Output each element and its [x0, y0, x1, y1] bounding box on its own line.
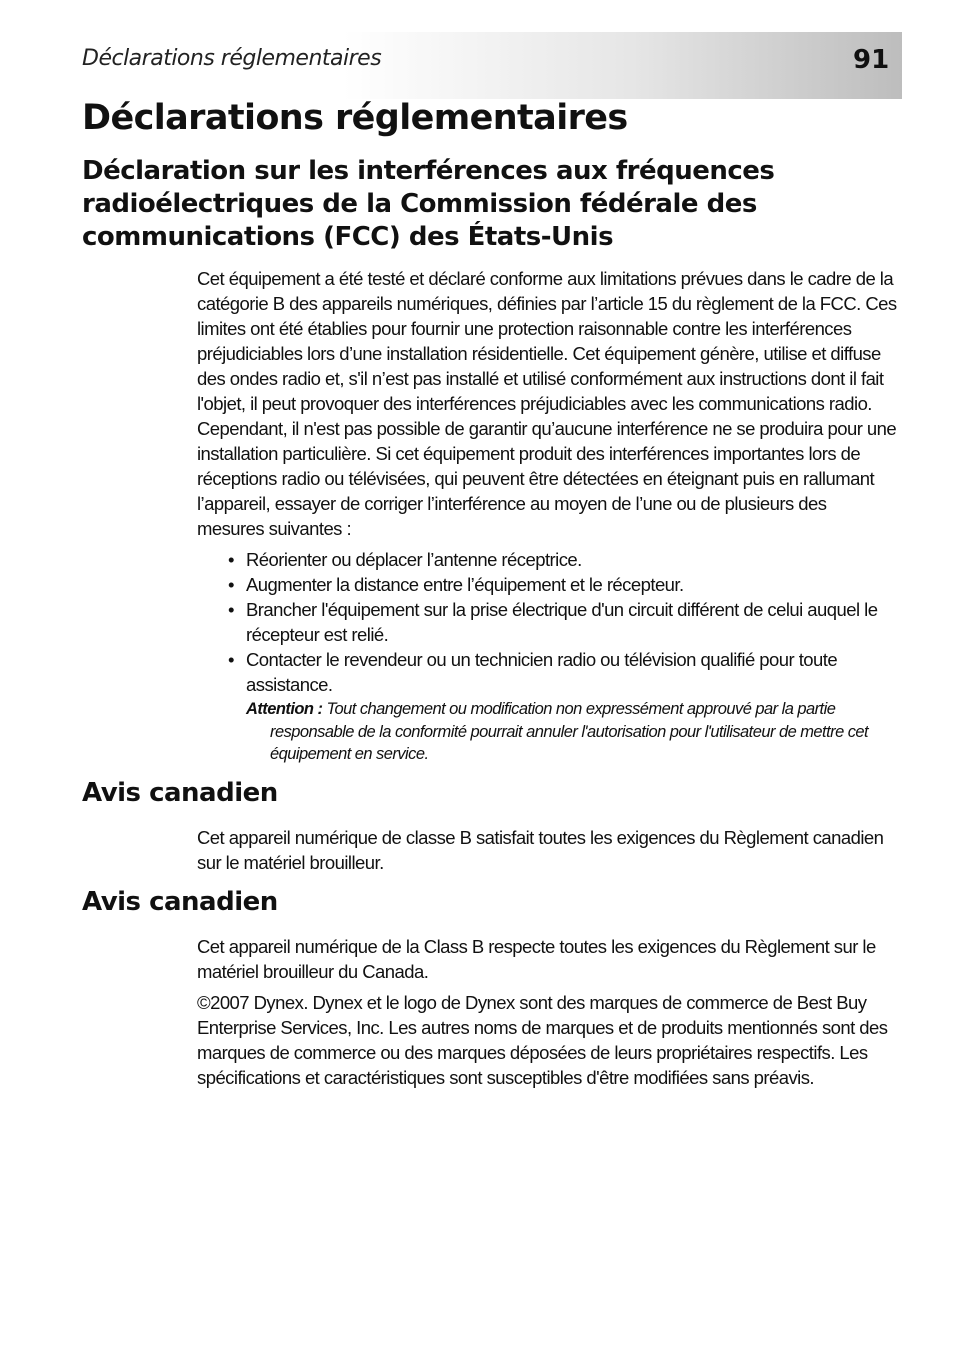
fcc-measures-list: [228, 547, 894, 697]
list-item-text: Augmenter la distance entre l’équipement et le récepteur.: [246, 574, 684, 595]
fcc-heading: Déclaration sur les interférences aux fréquences radioélectriques de la Commission fédérale des communications (FCC) des États-Unis: [82, 156, 775, 252]
page-number: 91: [853, 45, 890, 75]
list-item: [228, 547, 894, 572]
list-item: [228, 572, 894, 597]
list-item-text: Contacter le revendeur ou un technicien radio ou télévision qualifié pour toute assistance.: [246, 649, 838, 695]
bullet-icon: •: [228, 574, 234, 595]
attention-text: Tout changement ou modification non expressément approuvé par la partie responsable de la conformité pourrait annuler l'autorisation pour l'utilisateur de mettre cet équipement en service.: [270, 700, 869, 763]
list-item: [228, 647, 894, 697]
canada-paragraph-2: Cet appareil numérique de la Class B respecte toutes les exigences du Règlement sur le matériel brouilleur du Canada.: [197, 936, 876, 982]
canada-heading-1: Avis canadien: [82, 778, 278, 808]
page-title: Déclarations réglementaires: [82, 98, 628, 138]
copyright-notice: ©2007 Dynex. Dynex et le logo de Dynex sont des marques de commerce de Best Buy Enterprise Services, Inc. Les autres noms de marques et de produits mentionnés sont des marques de commerce ou des marques déposées de leurs propriétaires respectifs. Les spécifications et caractéristiques sont susceptibles d'être modifiées sans préavis.: [197, 992, 888, 1088]
canada-heading-2: Avis canadien: [82, 887, 278, 917]
canada-paragraph-1: Cet appareil numérique de classe B satisfait toutes les exigences du Règlement canadien sur le matériel brouilleur.: [197, 827, 884, 873]
bullet-icon: •: [228, 549, 234, 570]
list-item: [228, 597, 894, 647]
list-item-text: Réorienter ou déplacer l’antenne réceptrice.: [246, 549, 582, 570]
list-item-text: Brancher l'équipement sur la prise électrique d'un circuit différent de celui auquel le récepteur est relié.: [246, 599, 878, 645]
bullet-icon: •: [228, 599, 234, 620]
bullet-icon: •: [228, 649, 234, 670]
running-title: Déclarations réglementaires: [82, 46, 382, 71]
attention-label: Attention :: [246, 700, 323, 718]
attention-note: [246, 698, 890, 766]
fcc-paragraph: Cet équipement a été testé et déclaré conforme aux limitations prévues dans le cadre de la catégorie B des appareils numériques, définies par l’article 15 du règlement de la FCC. Ces limites ont été établies pour fournir une protection raisonnable contre les interférences préjudiciables lors d’une installation résidentielle. Cet équipement génère, utilise et diffuse des ondes radio et, s'il n’est pas installé et utilisé conformément aux instructions dont il fait l'objet, il peut provoquer des interférences préjudiciables avec les communications radio. Cependant, il n'est pas possible de garantir qu’aucune interférence ne se produira pour une installation particulière. Si cet équipement produit des interférences importantes lors de réceptions radio ou télévisées, qui peuvent être détectées en éteignant puis en rallumant l’appareil, essayer de corriger l’interférence au moyen de l’une ou de plusieurs des mesures suivantes :: [197, 268, 897, 539]
